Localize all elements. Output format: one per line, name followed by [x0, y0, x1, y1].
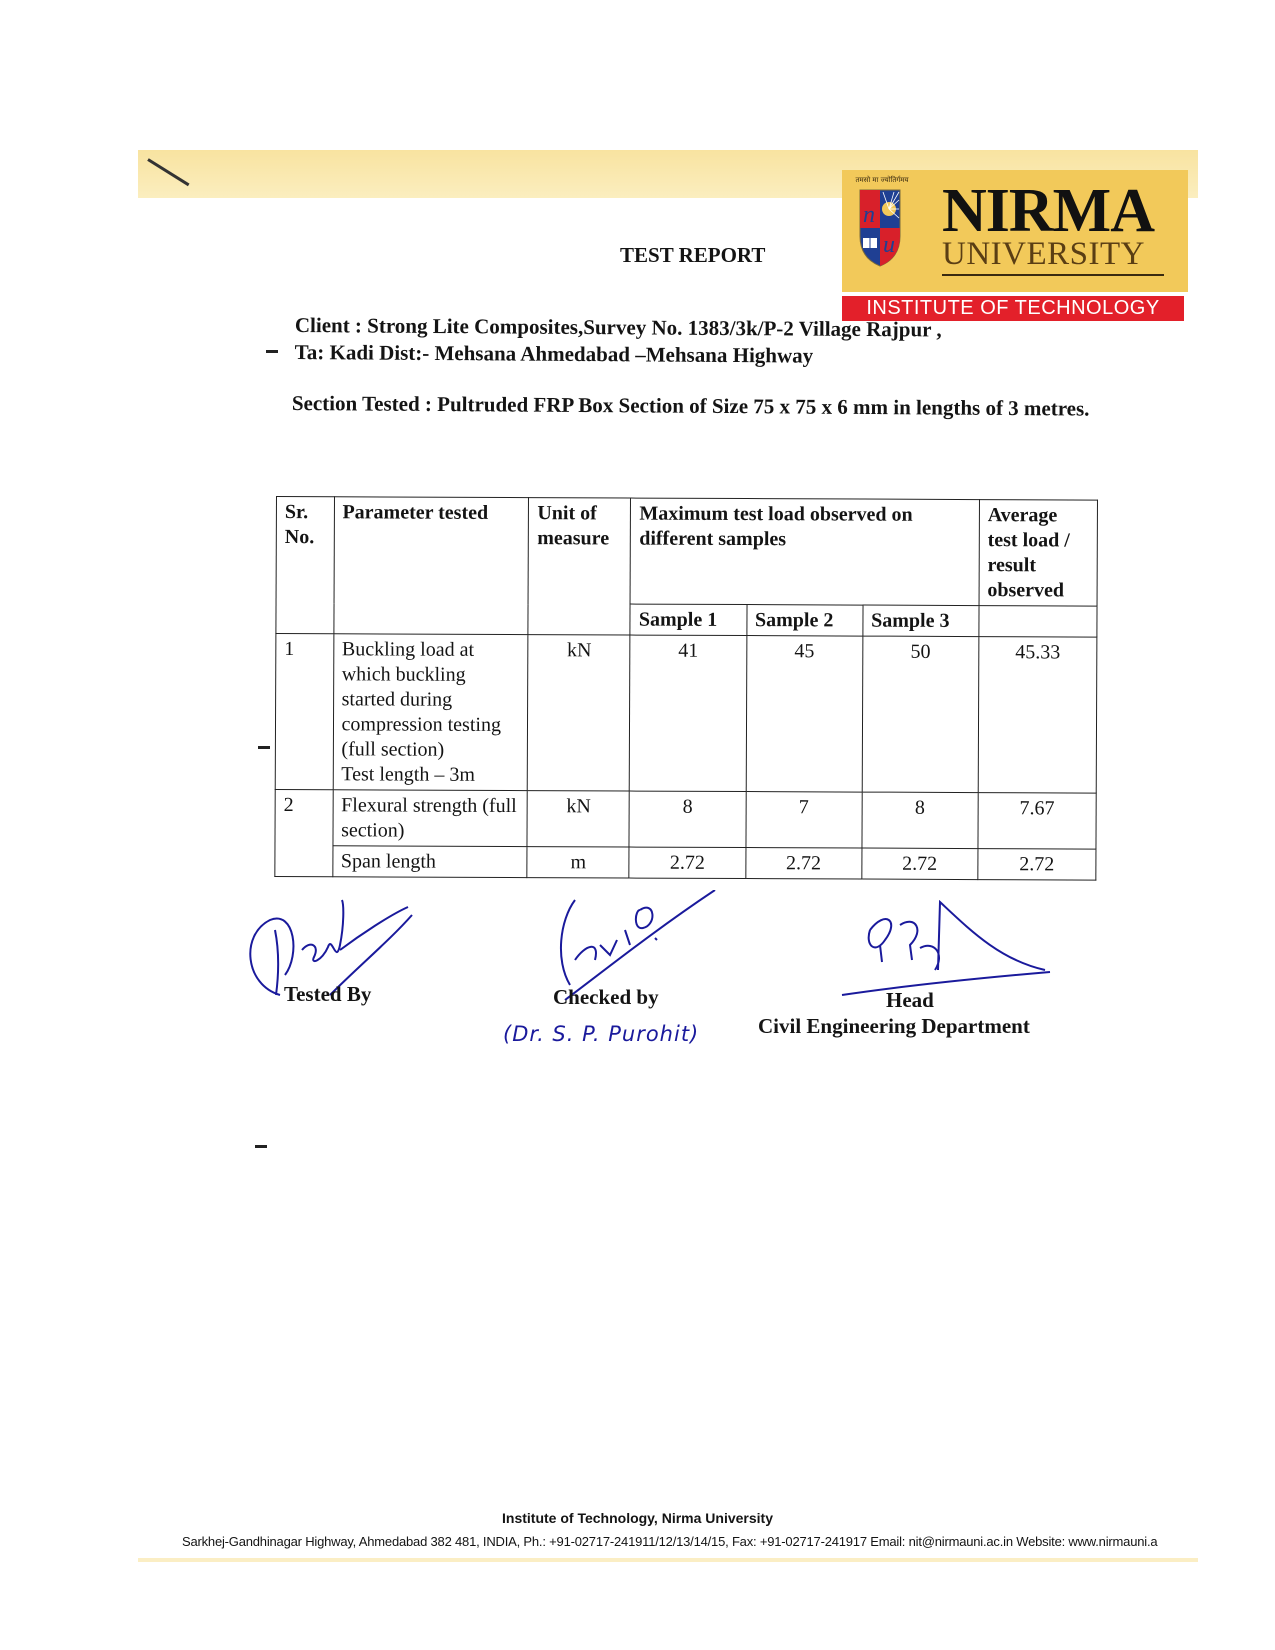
client-info — [295, 312, 942, 371]
logo-university: UNIVERSITY — [942, 236, 1145, 272]
letterhead-bottom-band — [138, 1558, 1198, 1562]
table-header-row — [276, 497, 1097, 607]
cell-average: 2.72 — [978, 849, 1096, 881]
scan-dash-mark — [258, 746, 270, 749]
footer-address: Sarkhej-Gandhinagar Highway, Ahmedabad 382 481, INDIA, Ph.: +91-02717-241911/12/13/14/15, Fax: +91-02717-241917 Email: nit@nirmauni.ac.in Website: www.nirmauni.a — [182, 1534, 1158, 1549]
header-sample-1: Sample 1 — [630, 604, 746, 636]
cell-parameter: Span length — [332, 846, 527, 878]
logo-nirma: NIRMA — [942, 177, 1154, 245]
header-parameter: Parameter tested — [333, 497, 528, 635]
cell-sample-3: 2.72 — [862, 848, 978, 880]
cell-unit: kN — [528, 635, 631, 791]
test-results-table — [274, 496, 1098, 881]
head-signature — [840, 900, 1055, 1000]
cell-average: 45.33 — [978, 637, 1097, 794]
parameter-note: Test length – 3m — [341, 763, 475, 786]
table-row — [275, 789, 1096, 849]
logo-underline — [942, 274, 1164, 276]
cell-sample-1: 2.72 — [629, 847, 745, 879]
tested-by-label: Tested By — [284, 982, 372, 1006]
table-row — [275, 634, 1097, 794]
cell-sample-2: 7 — [746, 792, 862, 849]
head-label: Head — [886, 988, 934, 1012]
report-title: TEST REPORT — [620, 243, 766, 267]
header-average-blank — [979, 606, 1097, 638]
cell-sample-3: 50 — [862, 636, 979, 793]
header-average: Average test load / result observed — [979, 500, 1098, 607]
cell-sr: 2 — [275, 789, 333, 876]
checked-by-label: Checked by — [553, 985, 659, 1009]
header-sr-no: Sr. No. — [276, 497, 334, 634]
department-label: Civil Engineering Department — [758, 1014, 1030, 1038]
section-tested: Section Tested : Pultruded FRP Box Section of Size 75 x 75 x 6 mm in lengths of 3 metres. — [291, 390, 1090, 421]
cell-parameter — [333, 634, 529, 791]
university-crest-icon — [858, 188, 902, 268]
cell-sample-1: 41 — [630, 635, 747, 792]
cell-sample-2: 2.72 — [745, 848, 861, 880]
footer-institute: Institute of Technology, Nirma University — [502, 1510, 773, 1526]
table-row — [275, 845, 1096, 880]
cell-sample-3: 8 — [862, 792, 978, 849]
cell-unit: m — [527, 847, 629, 878]
parameter-text: Buckling load at which buckling started during compression testing (full section) — [341, 638, 502, 761]
scan-dash-mark — [266, 350, 278, 353]
cell-average: 7.67 — [978, 793, 1096, 850]
cell-parameter: Flexural strength (full section) — [333, 790, 528, 847]
client-line-1: Client : Strong Lite Composites,Survey No. 1383/3k/P-2 Village Rajpur , — [294, 312, 942, 342]
client-line-2: Ta: Kadi Dist:- Mehsana Ahmedabad –Mehsana Highway — [294, 339, 814, 368]
header-unit: Unit of measure — [528, 498, 631, 635]
institute-bar: INSTITUTE OF TECHNOLOGY — [842, 296, 1184, 321]
checked-by-name: (Dr. S. P. Purohit) — [503, 1022, 700, 1046]
cell-sample-1: 8 — [629, 791, 745, 848]
nirma-logo — [842, 170, 1188, 292]
cell-sample-2: 45 — [746, 636, 863, 793]
crest-letter-n: n — [863, 202, 875, 228]
scan-dash-mark — [255, 1145, 267, 1148]
crest-motto: तमसो मा ज्योतिर्गमय — [855, 176, 909, 184]
cell-unit: kN — [527, 791, 629, 847]
header-max-load: Maximum test load observed on different samples — [630, 498, 979, 606]
header-sample-2: Sample 2 — [746, 605, 862, 637]
cell-sr: 1 — [275, 634, 333, 790]
crest-letter-u: u — [883, 232, 895, 258]
header-sample-3: Sample 3 — [863, 605, 979, 637]
